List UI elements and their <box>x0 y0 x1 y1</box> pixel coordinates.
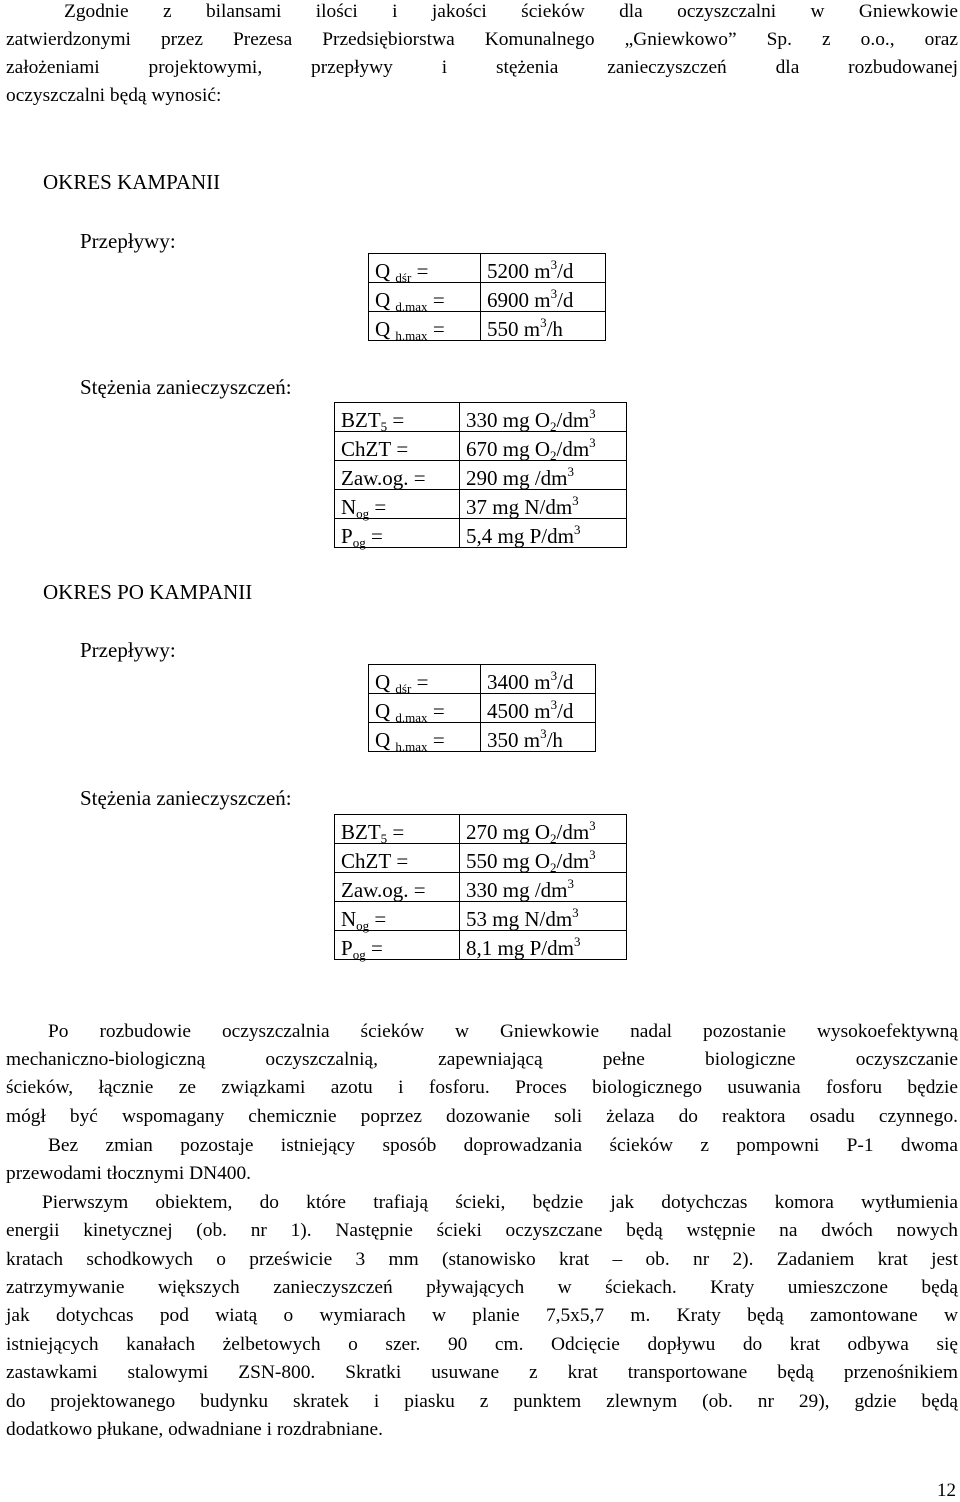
table-row <box>335 844 627 873</box>
flow-param: Q $_{h.max}$ = <box>369 723 481 752</box>
conc-value: 5,4 mg $P/dm^3$ <box>460 519 627 548</box>
table-row <box>335 490 627 519</box>
flow-param: Q $_{h.max}$ = <box>369 312 481 341</box>
p3-line-2: energii kinetycznej (ob. nr 1). Następnie ścieki oczyszczane będą wstępnie na dwóch nowych <box>6 1220 958 1241</box>
conc-param: Zaw.og. = <box>335 461 460 490</box>
p3-line-3: kratach schodkowych o prześwicie 3 mm (stanowisko krat – ob. nr 2). Zadaniem krat jest <box>6 1249 958 1270</box>
flow-value: 5200 $m^3/d$ <box>481 254 606 283</box>
p3-line-7: zastawkami stalowymi ZSN-800. Skratki usuwane z krat transportowane będą przenośnikiem <box>6 1362 958 1383</box>
conc-param: $N_{og}$ = <box>335 902 460 931</box>
p1-line-2: mechaniczno-biologiczną oczyszczalnią, zapewniającą pełne biologiczne oczyszczanie <box>6 1049 958 1070</box>
conc-value: 53 mg $N/dm^3$ <box>460 902 627 931</box>
intro-line-4: oczyszczalni będą wynosić: <box>6 85 222 106</box>
table-row <box>369 694 596 723</box>
section-title-po-kampanii: OKRES PO KAMPANII <box>43 580 253 604</box>
flows-table-2 <box>368 664 596 752</box>
conc-value: 330 mg $/dm^3$ <box>460 873 627 902</box>
table-row <box>335 432 627 461</box>
conc-table-1 <box>334 402 627 548</box>
p1-line-3: ścieków, łącznie ze związkami azotu i fosforu. Proces biologicznego usuwania fosforu będzie <box>6 1077 958 1098</box>
flows-label-2: Przepływy: <box>80 638 176 662</box>
flows-label-1: Przepływy: <box>80 229 176 253</box>
conc-label-2: Stężenia zanieczyszczeń: <box>80 786 292 810</box>
table-row <box>335 519 627 548</box>
intro-line-3: założeniami projektowymi, przepływy i stężenia zanieczyszczeń dla rozbudowanej <box>6 57 958 78</box>
p3-line-4: zatrzymywanie większych zanieczyszczeń pływających w ściekach. Kraty umieszczone będą <box>6 1277 958 1298</box>
flow-value: 550 $m^3/h$ <box>481 312 606 341</box>
p3-line-5: jak dotychcas pod wiatą o wymiarach w planie 7,5x5,7 m. Kraty będą zamontowane w <box>6 1305 958 1326</box>
flow-param: Q $_{d.max}$ = <box>369 283 481 312</box>
table-row <box>369 665 596 694</box>
conc-value: 290 mg $/dm^3$ <box>460 461 627 490</box>
conc-value: 270 mg $O_2/dm^3$ <box>460 815 627 844</box>
p1-line-4: mógł być wspomagany chemicznie poprzez dozowanie soli żelaza do reaktora osadu czynnego. <box>6 1106 958 1127</box>
conc-param: $P_{og}$ = <box>335 519 460 548</box>
table-row <box>369 312 606 341</box>
table-row <box>335 815 627 844</box>
conc-param: $N_{og}$ = <box>335 490 460 519</box>
intro-line-1: Zgodnie z bilansami ilości i jakości ścieków dla oczyszczalni w Gniewkowie <box>64 1 958 22</box>
p3-line-8: do projektowanego budynku skratek i piasku z punktem zlewnym (ob. nr 29), gdzie będą <box>6 1391 958 1412</box>
conc-param: $P_{og}$ = <box>335 931 460 960</box>
table-row <box>369 283 606 312</box>
table-row <box>335 403 627 432</box>
conc-param: Zaw.og. = <box>335 873 460 902</box>
flow-value: 350 $m^3/h$ <box>481 723 596 752</box>
p2-line-2: przewodami tłocznymi DN400. <box>6 1163 252 1184</box>
conc-param: $BZT_5$ = <box>335 815 460 844</box>
flow-value: 4500 $m^3/d$ <box>481 694 596 723</box>
p2-line-1: Bez zmian pozostaje istniejący sposób doprowadzania ścieków z pompowni P-1 dwoma <box>48 1135 958 1156</box>
conc-value: 330 mg $O_2/dm^3$ <box>460 403 627 432</box>
p3-line-9: dodatkowo płukane, odwadniane i rozdrabniane. <box>6 1419 383 1440</box>
section-title-kampania: OKRES KAMPANII <box>43 170 221 194</box>
table-row <box>335 902 627 931</box>
flow-value: 3400 $m^3/d$ <box>481 665 596 694</box>
conc-label-1: Stężenia zanieczyszczeń: <box>80 375 292 399</box>
intro-line-2: zatwierdzonymi przez Prezesa Przedsiębiorstwa Komunalnego „Gniewkowo” Sp. z o.o., oraz <box>6 29 958 50</box>
table-row <box>369 254 606 283</box>
conc-table-2 <box>334 814 627 960</box>
conc-value: 37 mg $N/dm^3$ <box>460 490 627 519</box>
flow-param: Q $_{d.max}$ = <box>369 694 481 723</box>
conc-param: ChZT = <box>335 432 460 461</box>
p3-line-6: istniejących kanałach żelbetowych o szer. 90 cm. Odcięcie dopływu do krat odbywa się <box>6 1334 958 1355</box>
conc-value: 670 mg $O_2/dm^3$ <box>460 432 627 461</box>
flow-param: Q $_{dśr}$ = <box>369 254 481 283</box>
conc-value: 8,1 mg $P/dm^3$ <box>460 931 627 960</box>
flow-param: Q $_{dśr}$ = <box>369 665 481 694</box>
flows-table-1 <box>368 253 606 341</box>
conc-value: 550 mg $O_2/dm^3$ <box>460 844 627 873</box>
conc-param: ChZT = <box>335 844 460 873</box>
page-number: 12 <box>937 1480 956 1501</box>
table-row <box>335 931 627 960</box>
p3-line-1: Pierwszym obiektem, do które trafiają ścieki, będzie jak dotychczas komora wytłumienia <box>42 1192 958 1213</box>
conc-param: $BZT_5$ = <box>335 403 460 432</box>
p1-line-1: Po rozbudowie oczyszczalnia ścieków w Gniewkowie nadal pozostanie wysokoefektywną <box>48 1021 958 1042</box>
table-row <box>335 873 627 902</box>
table-row <box>335 461 627 490</box>
flow-value: 6900 $m^3/d$ <box>481 283 606 312</box>
table-row <box>369 723 596 752</box>
